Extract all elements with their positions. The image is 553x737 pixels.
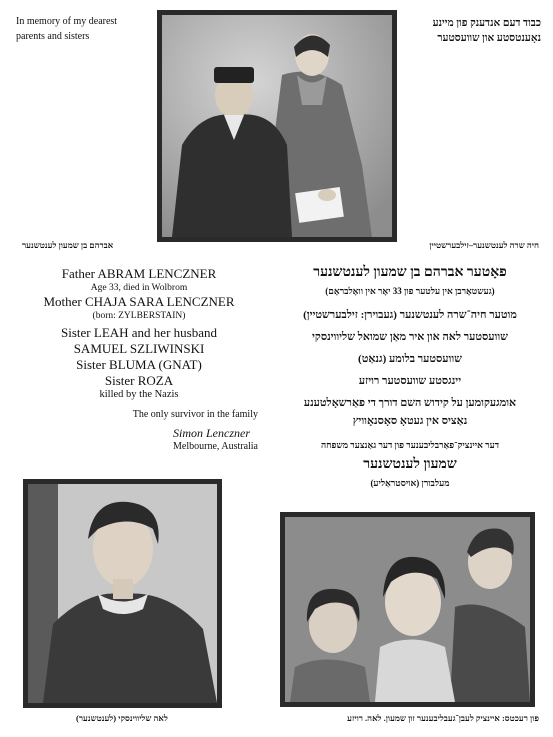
father-line: Father ABRAM LENCZNER xyxy=(61,266,217,281)
photo-caption-mother: חיה שרה לענטשנער–זילבערשטיין xyxy=(429,240,539,250)
he-line-7: אומגעקומען על קידוש השם דורך די פאַרשאָלטענע xyxy=(303,397,517,409)
siblings-photo-image xyxy=(285,517,530,702)
husband-line: SAMUEL SZLIWINSKI xyxy=(73,341,205,356)
location-line: Melbourne, Australia xyxy=(173,441,258,452)
sister-bluma-line: Sister BLUMA (GNAT) xyxy=(76,357,202,372)
memory-he-line-2: נאָענטסטע און שוועסטער xyxy=(437,33,541,44)
parents-photo-image xyxy=(162,15,392,237)
memory-dedication-english xyxy=(16,14,156,44)
he-line-9: דער איינציק־פאַרבליבענער פון דער גאַנצער משפחה xyxy=(320,440,500,450)
sister-roza-line: Sister ROZA xyxy=(104,373,174,388)
english-memorial-text xyxy=(20,266,258,453)
he-line-6: יינגסטע שוועסטער רויזע xyxy=(358,375,462,387)
survivor-line: The only survivor in the family xyxy=(132,409,258,420)
parents-photo xyxy=(157,10,397,242)
memory-he-line-1: כבוד דעם אנדענק פון מיינע xyxy=(432,18,541,29)
memory-line-1: In memory of my dearest xyxy=(16,16,118,27)
photo-caption-father: אברהם בן שמעון לענטשנער xyxy=(22,240,114,250)
he-line-1: פאָטער אברהם בן שמעון לענטשנער xyxy=(313,265,507,280)
he-line-3: מוטער חיה־שרה לענטשנער (געבוירן: זילבערשטיין) xyxy=(303,309,517,321)
sister-leah-line: Sister LEAH and her husband xyxy=(61,325,217,340)
he-line-4: שוועסטער לאה און איר מאַן שמואל שליווינסקי xyxy=(312,331,508,343)
leah-photo-image xyxy=(28,484,217,703)
siblings-photo xyxy=(280,512,535,707)
memory-dedication-hebrew xyxy=(401,16,541,46)
hebrew-memorial-text xyxy=(285,264,535,492)
he-line-2: (געשטאָרבן אין עלטער פון 33 יאָר אין וואָלבראָם) xyxy=(325,286,495,296)
mother-line: Mother CHAJA SARA LENCZNER xyxy=(43,294,235,309)
he-line-8: נאַציס אין געטאָ סאָסנאָוויץ xyxy=(352,415,468,427)
mother-detail: (born: ZYLBERSTAIN) xyxy=(92,311,186,321)
signature: Simon Lenczner xyxy=(173,426,250,440)
photo-caption-leah: לאה שליווינסקי (לענטשנער) xyxy=(76,713,168,723)
killed-line: killed by the Nazis xyxy=(99,389,179,400)
he-line-11: מעלבורן (אויסטראַליע) xyxy=(370,478,450,488)
leah-photo xyxy=(23,479,222,708)
he-line-5: שוועסטער בלומע (גנאַט) xyxy=(358,353,462,365)
he-line-10: שמעון לענטשנער xyxy=(363,457,457,472)
photo-caption-siblings: פון רעכטס: איינציק לעבן־געבליבענער זון שמעון. לאה. רויזע xyxy=(347,713,539,723)
father-detail: Age 33, died in Wolbrom xyxy=(90,283,188,293)
memory-line-2: parents and sisters xyxy=(16,31,90,42)
